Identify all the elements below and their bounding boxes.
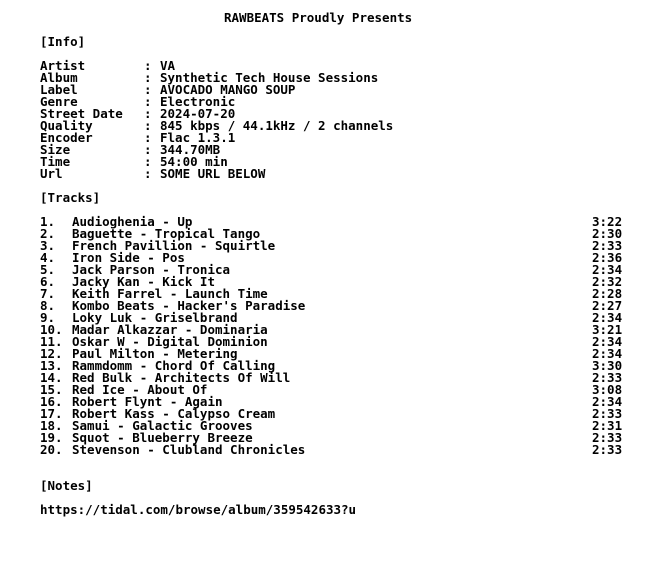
track-duration: 2:34 xyxy=(592,262,623,277)
info-key: Url xyxy=(40,166,63,181)
track-title: Squot - Blueberry Breeze xyxy=(72,430,253,445)
track-duration: 2:33 xyxy=(592,442,623,457)
track-title: Madar Alkazzar - Dominaria xyxy=(72,322,268,337)
section-header-notes: [Notes] xyxy=(40,478,93,493)
track-title: Iron Side - Pos xyxy=(72,250,185,265)
track-duration: 2:34 xyxy=(592,334,623,349)
track-duration: 3:22 xyxy=(592,214,623,229)
track-number: 3. xyxy=(40,238,56,253)
track-title: Red Ice - About Of xyxy=(72,382,208,397)
track-title: Jack Parson - Tronica xyxy=(72,262,231,277)
track-number: 5. xyxy=(40,262,56,277)
track-duration: 2:31 xyxy=(592,418,623,433)
info-key: Artist xyxy=(40,58,86,73)
track-title: Baguette - Tropical Tango xyxy=(72,226,261,241)
info-value: 54:00 min xyxy=(160,154,228,169)
track-number: 7. xyxy=(40,286,56,301)
notes-url: https://tidal.com/browse/album/359542633?u xyxy=(40,502,357,517)
track-title: Samui - Galactic Grooves xyxy=(72,418,253,433)
info-separator: : xyxy=(144,58,152,73)
info-key: Time xyxy=(40,154,71,169)
track-title: Oskar W - Digital Dominion xyxy=(72,334,268,349)
info-value: 2024-07-20 xyxy=(160,106,236,121)
info-key: Genre xyxy=(40,94,78,109)
info-value: Flac 1.3.1 xyxy=(160,130,236,145)
track-number: 2. xyxy=(40,226,56,241)
track-title: French Pavillion - Squirtle xyxy=(72,238,276,253)
track-number: 9. xyxy=(40,310,56,325)
track-number: 1. xyxy=(40,214,56,229)
track-duration: 3:21 xyxy=(592,322,623,337)
info-key: Size xyxy=(40,142,71,157)
track-number: 19. xyxy=(40,430,63,445)
track-duration: 2:36 xyxy=(592,250,623,265)
track-number: 15. xyxy=(40,382,63,397)
info-separator: : xyxy=(144,82,152,97)
section-header-info: [Info] xyxy=(40,34,86,49)
section-header-tracks: [Tracks] xyxy=(40,190,101,205)
info-key: Street Date xyxy=(40,106,123,121)
info-key: Quality xyxy=(40,118,93,133)
info-block xyxy=(40,60,393,180)
info-key: Album xyxy=(40,70,78,85)
track-duration: 2:30 xyxy=(592,226,623,241)
track-title: Robert Kass - Calypso Cream xyxy=(72,406,276,421)
info-separator: : xyxy=(144,142,152,157)
track-duration: 2:27 xyxy=(592,298,623,313)
track-title: Robert Flynt - Again xyxy=(72,394,223,409)
track-duration: 2:32 xyxy=(592,274,623,289)
track-duration: 3:08 xyxy=(592,382,623,397)
track-number: 10. xyxy=(40,322,63,337)
info-value: Electronic xyxy=(160,94,236,109)
track-number: 17. xyxy=(40,406,63,421)
track-duration: 2:33 xyxy=(592,430,623,445)
info-separator: : xyxy=(144,70,152,85)
track-title: Paul Milton - Metering xyxy=(72,346,238,361)
track-title: Stevenson - Clubland Chronicles xyxy=(72,442,306,457)
info-separator: : xyxy=(144,130,152,145)
track-number: 14. xyxy=(40,370,63,385)
track-title: Red Bulk - Architects Of Will xyxy=(72,370,291,385)
track-row xyxy=(40,444,640,456)
track-title: Keith Farrel - Launch Time xyxy=(72,286,268,301)
info-key: Label xyxy=(40,82,78,97)
track-number: 16. xyxy=(40,394,63,409)
info-separator: : xyxy=(144,94,152,109)
info-value: 845 kbps / 44.1kHz / 2 channels xyxy=(160,118,394,133)
track-title: Rammdomm - Chord Of Calling xyxy=(72,358,276,373)
track-duration: 2:34 xyxy=(592,394,623,409)
info-value: 344.70MB xyxy=(160,142,221,157)
info-separator: : xyxy=(144,166,152,181)
track-number: 11. xyxy=(40,334,63,349)
track-duration: 3:30 xyxy=(592,358,623,373)
track-title: Jacky Kan - Kick It xyxy=(72,274,215,289)
info-separator: : xyxy=(144,118,152,133)
banner-title: RAWBEATS Proudly Presents xyxy=(224,10,413,25)
track-number: 13. xyxy=(40,358,63,373)
info-row xyxy=(40,168,393,180)
info-value: VA xyxy=(160,58,176,73)
track-number: 12. xyxy=(40,346,63,361)
info-value: Synthetic Tech House Sessions xyxy=(160,70,379,85)
track-duration: 2:34 xyxy=(592,310,623,325)
info-separator: : xyxy=(144,106,152,121)
track-title: Kombo Beats - Hacker's Paradise xyxy=(72,298,306,313)
track-number: 8. xyxy=(40,298,56,313)
info-value: SOME URL BELOW xyxy=(160,166,266,181)
track-duration: 2:33 xyxy=(592,370,623,385)
track-number: 20. xyxy=(40,442,63,457)
track-number: 4. xyxy=(40,250,56,265)
info-key: Encoder xyxy=(40,130,93,145)
track-duration: 2:33 xyxy=(592,238,623,253)
info-value: AVOCADO MANGO SOUP xyxy=(160,82,296,97)
track-title: Audioghenia - Up xyxy=(72,214,193,229)
info-separator: : xyxy=(144,154,152,169)
track-duration: 2:28 xyxy=(592,286,623,301)
track-list xyxy=(40,216,640,456)
track-number: 18. xyxy=(40,418,63,433)
track-number: 6. xyxy=(40,274,56,289)
track-title: Loky Luk - Griselbrand xyxy=(72,310,238,325)
track-duration: 2:34 xyxy=(592,346,623,361)
track-duration: 2:33 xyxy=(592,406,623,421)
